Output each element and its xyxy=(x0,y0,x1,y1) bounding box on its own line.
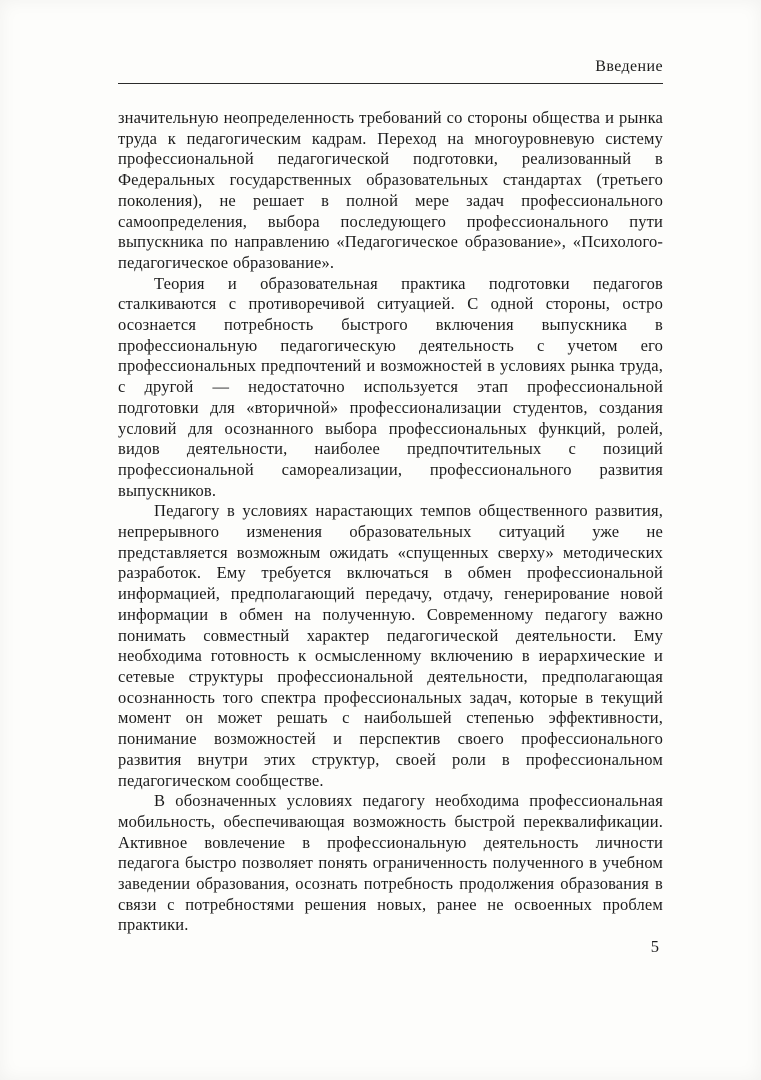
body-text xyxy=(118,108,663,936)
running-header: Введение xyxy=(595,58,663,75)
paragraph: Педагогу в условиях нарастающих темпов общественного развития, непрерывного изменения образовательных ситуаций уже не представляется возможным ожидать «спущенных сверху» методических разработок. Ему требуется включаться в обмен профессиональной информацией, предполагающий передачу, отдачу, генерирование новой информации в обмен на полученную. Современному педагогу важно понимать совместный характер педагогической деятельности. Ему необходима готовность к осмысленному включению в иерархические и сетевые структуры профессиональной деятельности, предполагающая осознанность того спектра профессиональных задач, которые в текущий момент он может решать с наибольшей степенью эффективности, понимание возможностей и перспектив своего профессионального развития внутри этих структур, своей роли в профессиональном педагогическом сообществе. xyxy=(118,501,663,790)
header-rule xyxy=(118,83,663,84)
text-block xyxy=(118,58,663,957)
paragraph: значительную неопределенность требований со стороны общества и рынка труда к педагогическим кадрам. Переход на многоуровневую систему профессиональной педагогической подготовки, реализованный в Федеральных государственных образовательных стандартах (третьего поколения), не решает в полной мере задач профессионального самоопределения, выбора последующего профессионального пути выпускника по направлению «Педагогическое образование», «Психолого-педагогическое образование». xyxy=(118,108,663,272)
page-number: 5 xyxy=(650,937,659,957)
paragraph: Теория и образовательная практика подготовки педагогов сталкиваются с противоречивой ситуацией. С одной стороны, остро осознается потребность быстрого включения выпускника в профессиональную педагогическую деятельность с учетом его профессиональных предпочтений и возможностей в условиях рынка труда, с другой — недостаточно используется этап профессиональной подготовки для «вторичной» профессионализации студентов, создания условий для осознанного выбора профессиональных функций, ролей, видов деятельности, наиболее предпочтительных с позиций профессиональной самореализации, профессионального развития выпускников. xyxy=(118,273,663,500)
paragraph: В обозначенных условиях педагогу необходима профессиональная мобильность, обеспечивающая возможность быстрой переквалификации. Активное вовлечение в профессиональную деятельность личности педагога быстро позволяет понять ограниченность полученного в учебном заведении образования, осознать потребность продолжения образования в связи с потребностями решения новых, ранее не освоенных проблем практики. xyxy=(118,791,663,935)
